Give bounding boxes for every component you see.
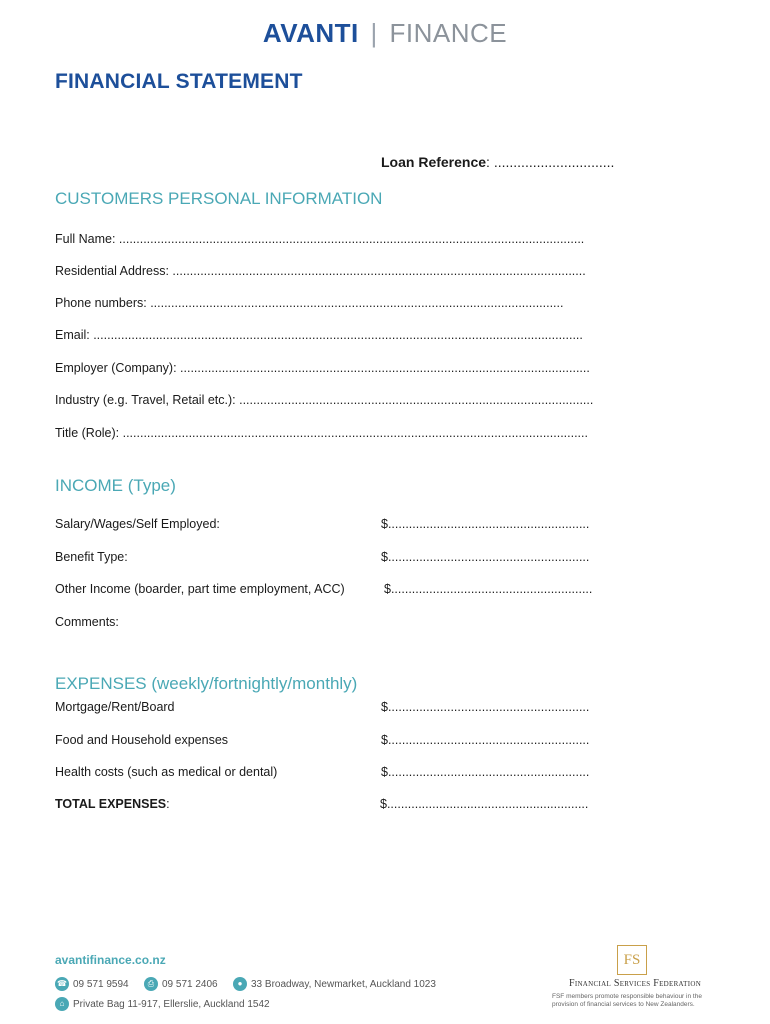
total-expenses-label: [55, 797, 170, 811]
health-label: Health costs (such as medical or dental): [55, 765, 278, 779]
personal-info-heading: CUSTOMERS PERSONAL INFORMATION: [55, 189, 383, 208]
phone-numbers-field[interactable]: Phone numbers: .......................................................................................................................: [55, 296, 564, 310]
full-name-field[interactable]: Full Name: ......................................................................................................................................: [55, 232, 585, 246]
home-icon: ⌂: [55, 997, 69, 1011]
phone-icon: ☎: [55, 977, 69, 991]
other-income-amount-field[interactable]: $..........................................................: [384, 582, 593, 596]
document-title: FINANCIAL STATEMENT: [55, 70, 303, 93]
logo-separator: |: [370, 18, 378, 48]
website-link[interactable]: avantifinance.co.nz: [55, 953, 166, 967]
logo-sub: FINANCE: [389, 18, 508, 48]
email-field[interactable]: Email: .............................................................................................................................................: [55, 328, 583, 342]
loan-reference-field[interactable]: [381, 154, 614, 170]
logo-brand: AVANTI: [262, 18, 359, 48]
health-amount-field[interactable]: $..........................................................: [381, 765, 590, 779]
fax-contact: [144, 977, 218, 991]
mortgage-amount-field[interactable]: $..........................................................: [381, 700, 590, 714]
phone-number: 09 571 9594: [73, 978, 129, 990]
postal-contact: [55, 997, 270, 1011]
expenses-heading: EXPENSES (weekly/fortnightly/monthly): [55, 674, 358, 693]
income-heading: INCOME (Type): [55, 476, 176, 495]
street-address: 33 Broadway, Newmarket, Auckland 1023: [251, 978, 436, 990]
benefit-label: Benefit Type:: [55, 550, 128, 564]
loan-reference-blank: : ...............................: [486, 154, 615, 170]
loan-reference-label: Loan Reference: [381, 154, 487, 170]
title-role-field[interactable]: Title (Role): ......................................................................................................................................: [55, 426, 588, 440]
postal-address: Private Bag 11-917, Ellerslie, Auckland 1542: [73, 998, 270, 1010]
benefit-amount-field[interactable]: $..........................................................: [381, 550, 590, 564]
fax-icon: ⎙: [144, 977, 158, 991]
employer-field[interactable]: Employer (Company): ......................................................................................................................: [55, 361, 590, 375]
fsf-name: Financial Services Federation: [568, 978, 702, 989]
industry-field[interactable]: Industry (e.g. Travel, Retail etc.): ......................................................................................................: [55, 393, 594, 407]
residential-address-field[interactable]: Residential Address: .......................................................................................................................: [55, 264, 586, 278]
total-expenses-amount-field[interactable]: $..........................................................: [380, 797, 589, 811]
food-label: Food and Household expenses: [55, 733, 229, 747]
total-expenses-text: TOTAL EXPENSES: [55, 797, 167, 811]
food-amount-field[interactable]: $..........................................................: [381, 733, 590, 747]
fax-number: 09 571 2406: [162, 978, 218, 990]
salary-amount-field[interactable]: $..........................................................: [381, 517, 590, 531]
address-contact: [233, 977, 436, 991]
mortgage-label: Mortgage/Rent/Board: [55, 700, 175, 714]
avanti-finance-logo: [0, 18, 770, 48]
salary-label: Salary/Wages/Self Employed:: [55, 517, 220, 531]
comments-field[interactable]: Comments:: [55, 615, 119, 629]
other-income-label: Other Income (boarder, part time employment, ACC): [55, 582, 345, 596]
location-pin-icon: ●: [233, 977, 247, 991]
fsf-tagline: FSF members promote responsible behaviour in the provision of financial services to New Zealanders.: [552, 993, 702, 1008]
fsf-logo-mark: FS: [617, 945, 647, 975]
phone-contact: [55, 977, 129, 991]
total-expenses-colon: :: [166, 797, 170, 811]
